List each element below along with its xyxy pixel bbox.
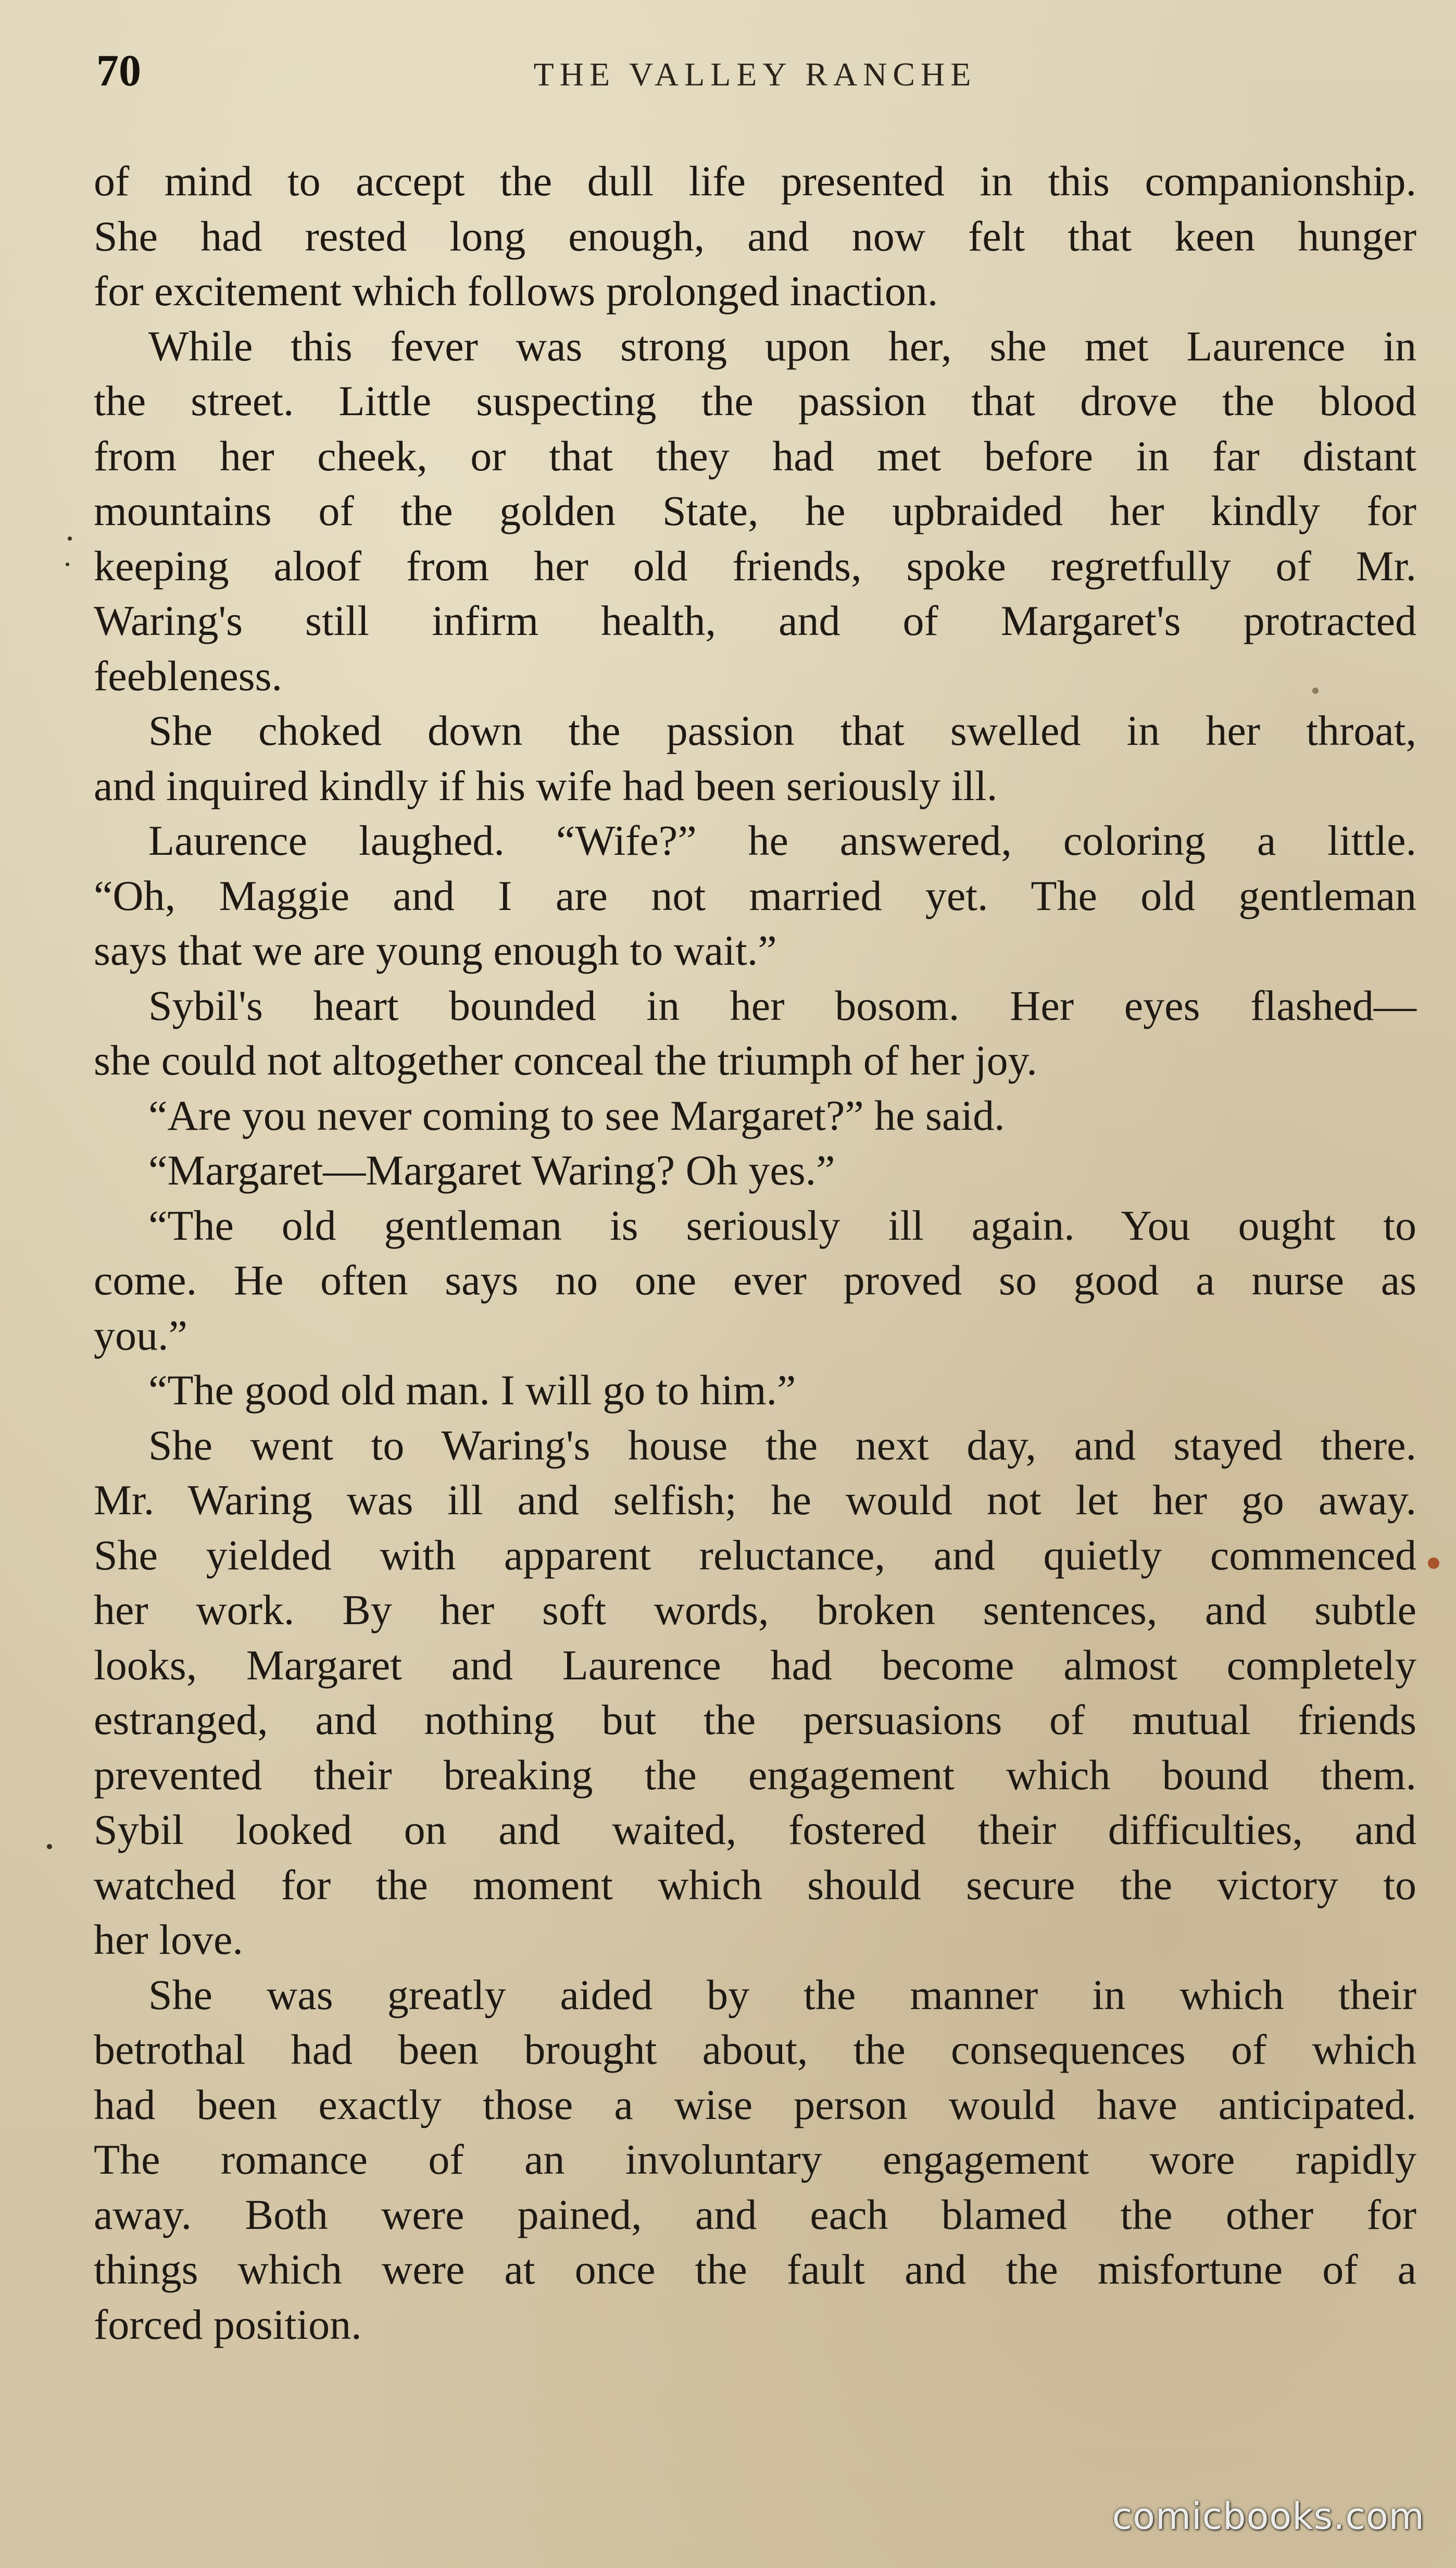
text-line: looks, Margaret and Laurence had become almost completely xyxy=(94,1641,1416,1689)
text-line: things which were at once the fault and the misfortune of a xyxy=(94,2246,1416,2293)
page-header xyxy=(96,44,1414,107)
text-line: forced position. xyxy=(94,2300,362,2348)
text-line: “The old gentleman is seriously ill again. You ought to xyxy=(148,1201,1416,1249)
text-line: prevented their breaking the engagement which bound them. xyxy=(94,1751,1416,1799)
paper-speck xyxy=(66,563,69,566)
text-line: of mind to accept the dull life presented in this companionship. xyxy=(94,157,1416,205)
watermark: comicbooks.com xyxy=(1112,2495,1425,2538)
text-line: Sybil looked on and waited, fostered their difficulties, and xyxy=(94,1806,1416,1853)
text-line: the street. Little suspecting the passion that drove the blood xyxy=(94,377,1416,425)
text-line: had been exactly those a wise person would have anticipated. xyxy=(94,2080,1416,2128)
text-line: She was greatly aided by the manner in which their xyxy=(148,1971,1416,2018)
text-line: “Are you never coming to see Margaret?” he said. xyxy=(148,1091,1005,1139)
text-line: “Margaret—Margaret Waring? Oh yes.” xyxy=(148,1146,835,1194)
text-line: her love. xyxy=(94,1916,243,1963)
text-line: away. Both were pained, and each blamed the other for xyxy=(94,2190,1416,2238)
running-title: THE VALLEY RANCHE xyxy=(533,56,977,93)
text-line: The romance of an involuntary engagement wore rapidly xyxy=(94,2136,1416,2183)
text-line: Mr. Waring was ill and selfish; he would not let her go away. xyxy=(94,1476,1416,1524)
text-line: “The good old man. I will go to him.” xyxy=(148,1366,796,1414)
text-line: estranged, and nothing but the persuasions of mutual friends xyxy=(94,1696,1416,1743)
text-line: Waring's still infirm health, and of Margaret's protracted xyxy=(94,597,1416,644)
paper-speck xyxy=(68,537,72,541)
text-line: feebleness. xyxy=(94,652,282,700)
text-line: and inquired kindly if his wife had been seriously ill. xyxy=(94,762,998,809)
text-line: watched for the moment which should secure the victory to xyxy=(94,1861,1416,1909)
text-line: She went to Waring's house the next day, and stayed there. xyxy=(148,1421,1416,1469)
text-line: While this fever was strong upon her, she met Laurence in xyxy=(148,322,1416,370)
text-line: for excitement which follows prolonged inaction. xyxy=(94,267,938,315)
paper-speck xyxy=(1428,1557,1439,1569)
text-line: She yielded with apparent reluctance, and quietly commenced xyxy=(94,1531,1416,1579)
text-line: She choked down the passion that swelled in her throat, xyxy=(148,707,1416,754)
text-line: Sybil's heart bounded in her bosom. Her eyes flashed— xyxy=(148,981,1416,1029)
paper-speck xyxy=(47,1844,52,1849)
text-line: “Oh, Maggie and I are not married yet. The old gentleman xyxy=(94,871,1416,919)
text-line: Laurence laughed. “Wife?” he answered, coloring a little. xyxy=(148,817,1416,864)
text-line: says that we are young enough to wait.” xyxy=(94,927,777,974)
text-line: come. He often says no one ever proved so good a nurse as xyxy=(94,1256,1416,1304)
text-line: her work. By her soft words, broken sentences, and subtle xyxy=(94,1586,1416,1634)
page-number: 70 xyxy=(96,45,141,95)
text-line: She had rested long enough, and now felt that keen hunger xyxy=(94,212,1416,260)
text-line: from her cheek, or that they had met before in far distant xyxy=(94,432,1416,480)
text-line: betrothal had been brought about, the consequences of which xyxy=(94,2026,1416,2073)
text-line: mountains of the golden State, he upbraided her kindly for xyxy=(94,487,1416,534)
text-line: you.” xyxy=(94,1311,187,1359)
text-line: keeping aloof from her old friends, spoke regretfully of Mr. xyxy=(94,542,1416,590)
text-line: she could not altogether conceal the triumph of her joy. xyxy=(94,1037,1037,1084)
body-text xyxy=(94,154,1416,2352)
paper-speck xyxy=(1312,688,1319,694)
